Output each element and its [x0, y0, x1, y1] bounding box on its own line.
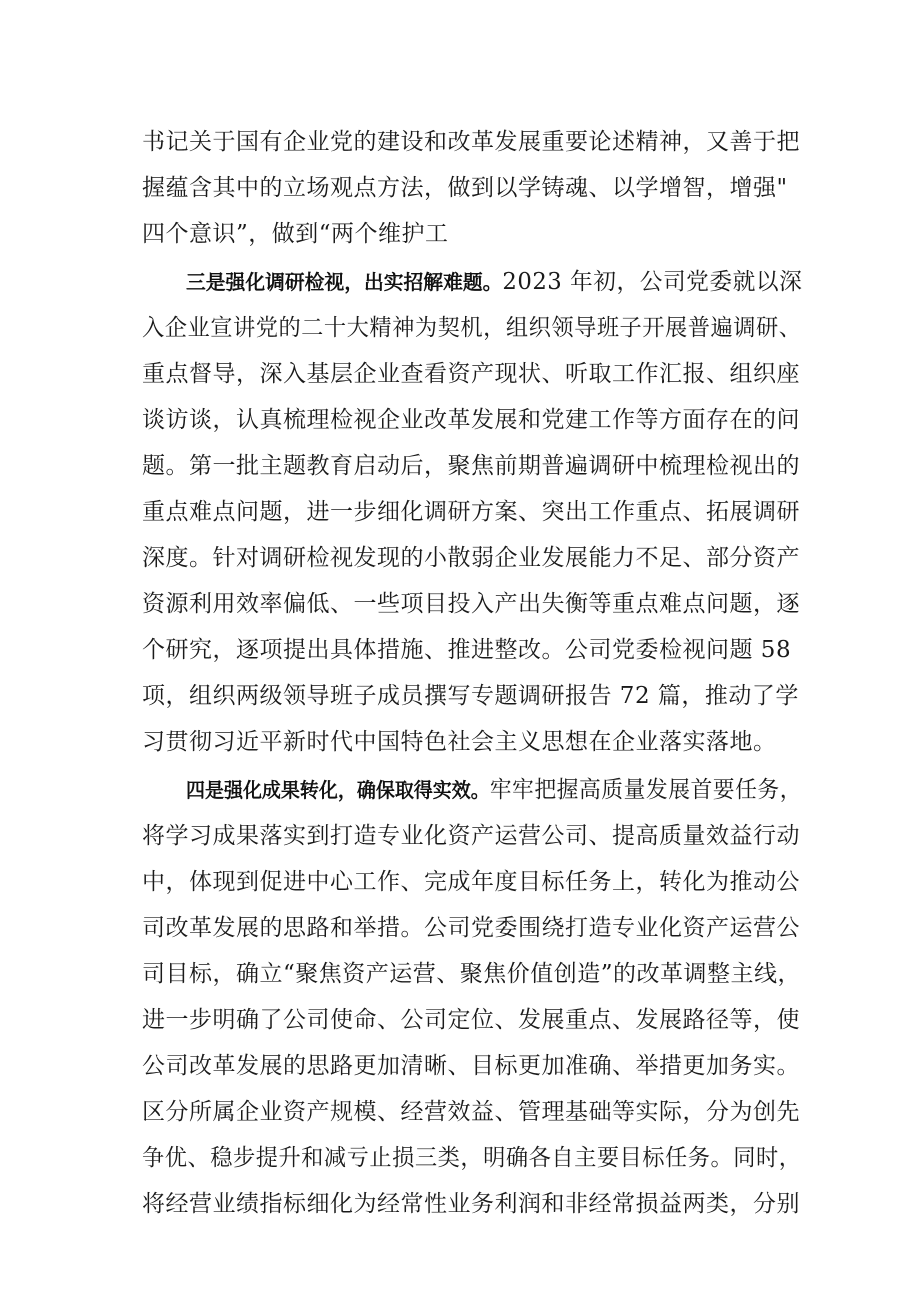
para2-line-10: 习贯彻习近平新时代中国特色社会主义思想在企业落实落地。	[142, 729, 777, 755]
para3-line-1: 将学习成果落实到打造专业化资产运营公司、提高质量效益行动	[142, 823, 800, 849]
para2-line-6: 深度。针对调研检视发现的小散弱企业发展能力不足、部分资产	[142, 545, 800, 571]
para2-line-5: 重点难点问题，进一步细化调研方案、突出工作重点、拓展调研	[142, 499, 800, 525]
para2-line-2: 重点督导，深入基层企业查看资产现状、听取工作汇报、组织座	[142, 361, 800, 387]
para3-first-line	[186, 776, 803, 804]
para3-line-2: 中，体现到促进中心工作、完成年度目标任务上，转化为推动公	[142, 869, 800, 895]
para2-line-9: 项，组织两级领导班子成员撰写专题调研报告 72 篇，推动了学	[142, 683, 799, 709]
para2-line-8: 个研究，逐项提出具体措施、推进整改。公司党委检视问题 58	[142, 637, 792, 663]
para3-line-7: 区分所属企业资产规模、经营效益、管理基础等实际，分为创先	[142, 1099, 800, 1125]
para3-line-6: 公司改革发展的思路更加清晰、目标更加准确、举措更加务实。	[142, 1053, 800, 1079]
para2-line-7: 资源利用效率偏低、一些项目投入产出失衡等重点难点问题，逐	[142, 591, 800, 617]
para3-lead-heading: 四是强化成果转化，确保取得实效。	[186, 778, 490, 802]
para3-line-3: 司改革发展的思路和举措。公司党委围绕打造专业化资产运营公	[142, 915, 800, 941]
para2-first-line-rest: 2023 年初，公司党委就以深	[502, 269, 803, 295]
para3-line-8: 争优、稳步提升和减亏止损三类，明确各自主要目标任务。同时，	[142, 1145, 802, 1171]
para3-line-5: 进一步明确了公司使命、公司定位、发展重点、发展路径等，使	[142, 1007, 800, 1033]
para2-line-4: 题。第一批主题教育启动后，聚焦前期普遍调研中梳理检视出的	[142, 453, 800, 479]
para2-first-line	[186, 268, 803, 296]
para1-line-2: 握蕴含其中的立场观点方法，做到以学铸魂、以学增智，增强"	[142, 175, 788, 201]
para1-line-3: 四个意识”，做到“两个维护工	[142, 221, 449, 247]
para1-line-1: 书记关于国有企业党的建设和改革发展重要论述精神，又善于把	[142, 129, 800, 155]
para2-line-1: 入企业宣讲党的二十大精神为契机，组织领导班子开展普遍调研、	[142, 315, 802, 341]
para3-line-9: 将经营业绩指标细化为经常性业务利润和非经常损益两类，分别	[142, 1191, 800, 1217]
para2-lead-heading: 三是强化调研检视，出实招解难题。	[186, 270, 503, 294]
para3-first-line-rest: 牢牢把握高质量发展首要任务，	[489, 777, 803, 803]
para3-line-4: 司目标，确立“聚焦资产运营、聚焦价值创造”的改革调整主线，	[142, 961, 802, 987]
para2-line-3: 谈访谈，认真梳理检视企业改革发展和党建工作等方面存在的问	[142, 407, 800, 433]
